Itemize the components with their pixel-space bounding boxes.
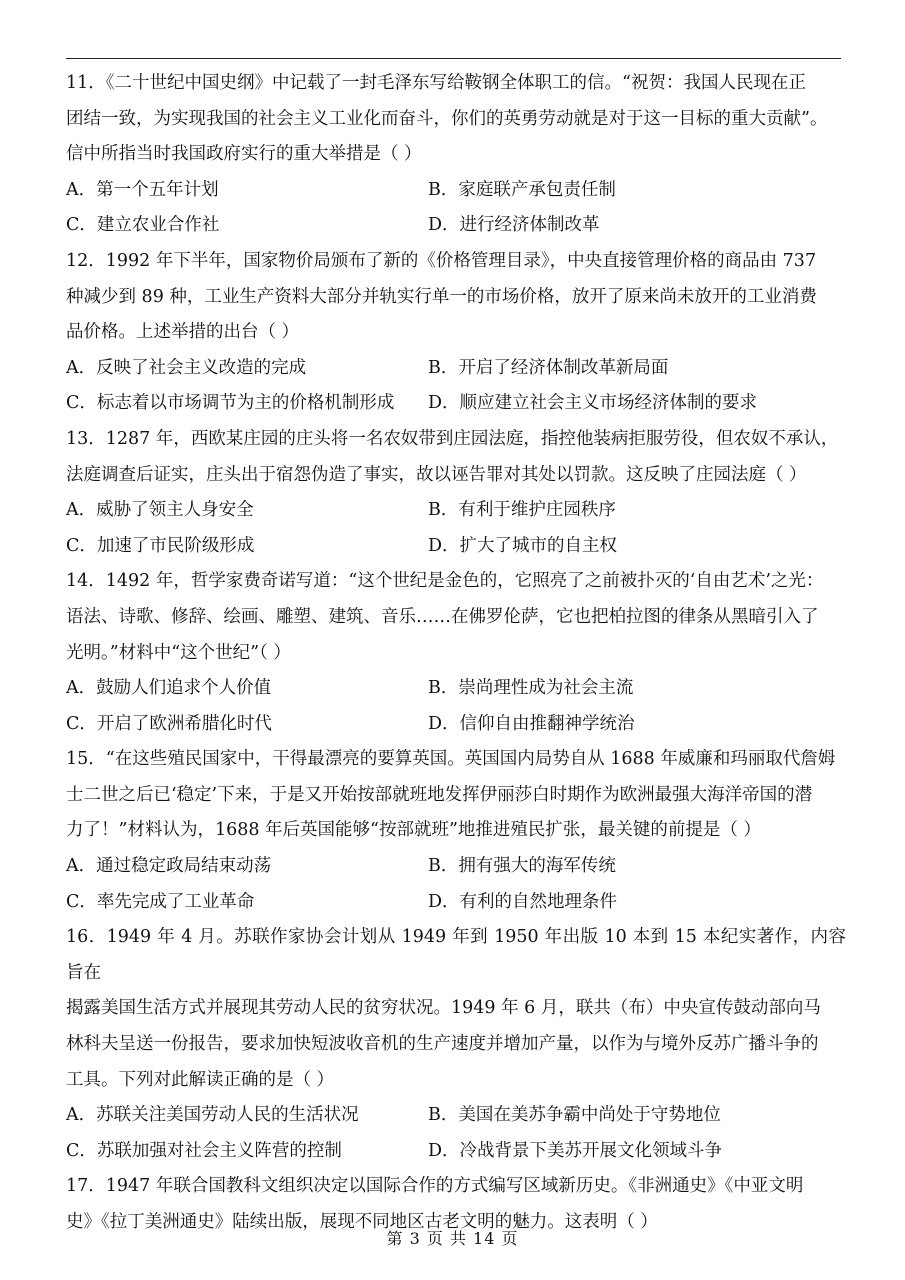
question-text-line: 史》《拉丁美洲通史》陆续出版，展现不同地区古老文明的魅力。这表明（ ） bbox=[66, 1212, 658, 1232]
option-b: B．有利于维护庄园秩序 bbox=[428, 500, 616, 521]
option-d: D．扩大了城市的自主权 bbox=[428, 535, 618, 556]
question-15 bbox=[66, 742, 846, 920]
option-c: C．加速了市民阶级形成 bbox=[66, 535, 255, 556]
question-13 bbox=[66, 422, 846, 564]
option-a: A．反映了社会主义改造的完成 bbox=[66, 357, 307, 378]
question-text-line: 17．1947 年联合国教科文组织决定以国际合作的方式编写区域新历史。《非洲通史》《中亚文明 bbox=[66, 1176, 804, 1197]
options-grid bbox=[66, 493, 846, 564]
question-text-line: 力了！”材料认为，1688 年后英国能够“按部就班”地推进殖民扩张，最关键的前提是（ ） bbox=[66, 820, 761, 841]
question-12 bbox=[66, 244, 846, 422]
option-d: D．顺应建立社会主义市场经济体制的要求 bbox=[428, 393, 758, 414]
options-grid bbox=[66, 849, 846, 920]
question-text-line: 16．1949 年 4 月。苏联作家协会计划从 1949 年到 1950 年出版 10 本到 15 本纪实著作，内容旨在 bbox=[66, 927, 846, 983]
option-b: B．家庭联产承包责任制 bbox=[428, 179, 616, 200]
question-text-line: 语法、诗歌、修辞、绘画、雕塑、建筑、音乐……在佛罗伦萨，它也把柏拉图的律条从黑暗引入了 bbox=[66, 606, 819, 627]
option-c: C．标志着以市场调节为主的价格机制形成 bbox=[66, 393, 395, 414]
option-a: A．第一个五年计划 bbox=[66, 179, 219, 200]
question-16 bbox=[66, 920, 846, 1169]
option-a: A．通过稳定政局结束动荡 bbox=[66, 856, 272, 877]
option-b: B．拥有强大的海军传统 bbox=[428, 856, 616, 877]
question-text-line: 15．“在这些殖民国家中，干得最漂亮的要算英国。英国国内局势自从 1688 年威廉和玛丽取代詹姆 bbox=[66, 749, 836, 770]
question-text-line: 14．1492 年，哲学家费奇诺写道：“这个世纪是金色的，它照亮了之前被扑灭的‘自由艺术’之光： bbox=[66, 571, 824, 592]
question-text-line: 揭露美国生活方式并展现其劳动人民的贫穷状况。1949 年 6 月，联共（布）中央宣传鼓动部向马 bbox=[66, 998, 821, 1019]
option-b: B．崇尚理性成为社会主流 bbox=[428, 678, 634, 699]
question-text-line: 林科夫呈送一份报告，要求加快短波收音机的生产速度并增加产量，以作为与境外反苏广播斗争的 bbox=[66, 1034, 819, 1055]
option-a: A．苏联关注美国劳动人民的生活状况 bbox=[66, 1105, 359, 1126]
header-rule bbox=[66, 58, 841, 59]
question-text-line: 团结一致，为实现我国的社会主义工业化而奋斗，你们的英勇劳动就是对于这一目标的重大贡献”。 bbox=[66, 108, 828, 129]
options-grid bbox=[66, 1098, 846, 1169]
option-a: A．鼓励人们追求个人价值 bbox=[66, 678, 272, 699]
option-d: D．进行经济体制改革 bbox=[428, 215, 600, 236]
question-text-line: 12．1992 年下半年，国家物价局颁布了新的《价格管理目录》，中央直接管理价格的商品由 737 bbox=[66, 250, 817, 271]
question-text-line: 品价格。上述举措的出台（ ） bbox=[66, 322, 300, 343]
option-c: C．建立农业合作社 bbox=[66, 215, 220, 236]
question-text-line: 信中所指当时我国政府实行的重大举措是（ ） bbox=[66, 144, 422, 165]
question-text-line: 11．《二十世纪中国史纲》中记载了一封毛泽东写给鞍钢全体职工的信。“祝贺：我国人民现在正 bbox=[66, 73, 806, 93]
question-11 bbox=[66, 66, 846, 244]
option-d: D．有利的自然地理条件 bbox=[428, 891, 618, 912]
question-text-line: 工具。下列对此解读正确的是（ ） bbox=[66, 1069, 335, 1090]
question-text-line: 士二世之后已‘稳定’下来，于是又开始按部就班地发挥伊丽莎白时期作为欧洲最强大海洋帝国的潜 bbox=[66, 784, 813, 805]
question-text-line: 光明。”材料中“这个世纪”（ ） bbox=[66, 642, 291, 663]
option-d: D．信仰自由推翻神学统治 bbox=[428, 713, 635, 734]
options-grid bbox=[66, 671, 846, 742]
option-c: C．苏联加强对社会主义阵营的控制 bbox=[66, 1140, 342, 1161]
options-grid bbox=[66, 351, 846, 422]
option-b: B．美国在美苏争霸中尚处于守势地位 bbox=[428, 1105, 721, 1126]
question-text-line: 13．1287 年，西欧某庄园的庄头将一名农奴带到庄园法庭，指控他装病拒服劳役，但农奴不承认， bbox=[66, 428, 839, 449]
question-14 bbox=[66, 564, 846, 742]
question-text-line: 种减少到 89 种，工业生产资料大部分并轨实行单一的市场价格，放开了原来尚未放开的工业消费 bbox=[66, 286, 817, 307]
question-text-line: 法庭调查后证实，庄头出于宿怨伪造了事实，故以诬告罪对其处以罚款。这反映了庄园法庭（ ） bbox=[66, 464, 807, 485]
option-a: A．威胁了领主人身安全 bbox=[66, 500, 254, 521]
option-d: D．冷战背景下美苏开展文化领域斗争 bbox=[428, 1140, 723, 1161]
option-c: C．率先完成了工业革命 bbox=[66, 891, 255, 912]
option-c: C．开启了欧洲希腊化时代 bbox=[66, 713, 272, 734]
page-footer: 第 3 页 共 14 页 bbox=[386, 1229, 519, 1248]
question-list bbox=[66, 66, 846, 1241]
options-grid bbox=[66, 173, 846, 244]
option-b: B．开启了经济体制改革新局面 bbox=[428, 357, 669, 378]
